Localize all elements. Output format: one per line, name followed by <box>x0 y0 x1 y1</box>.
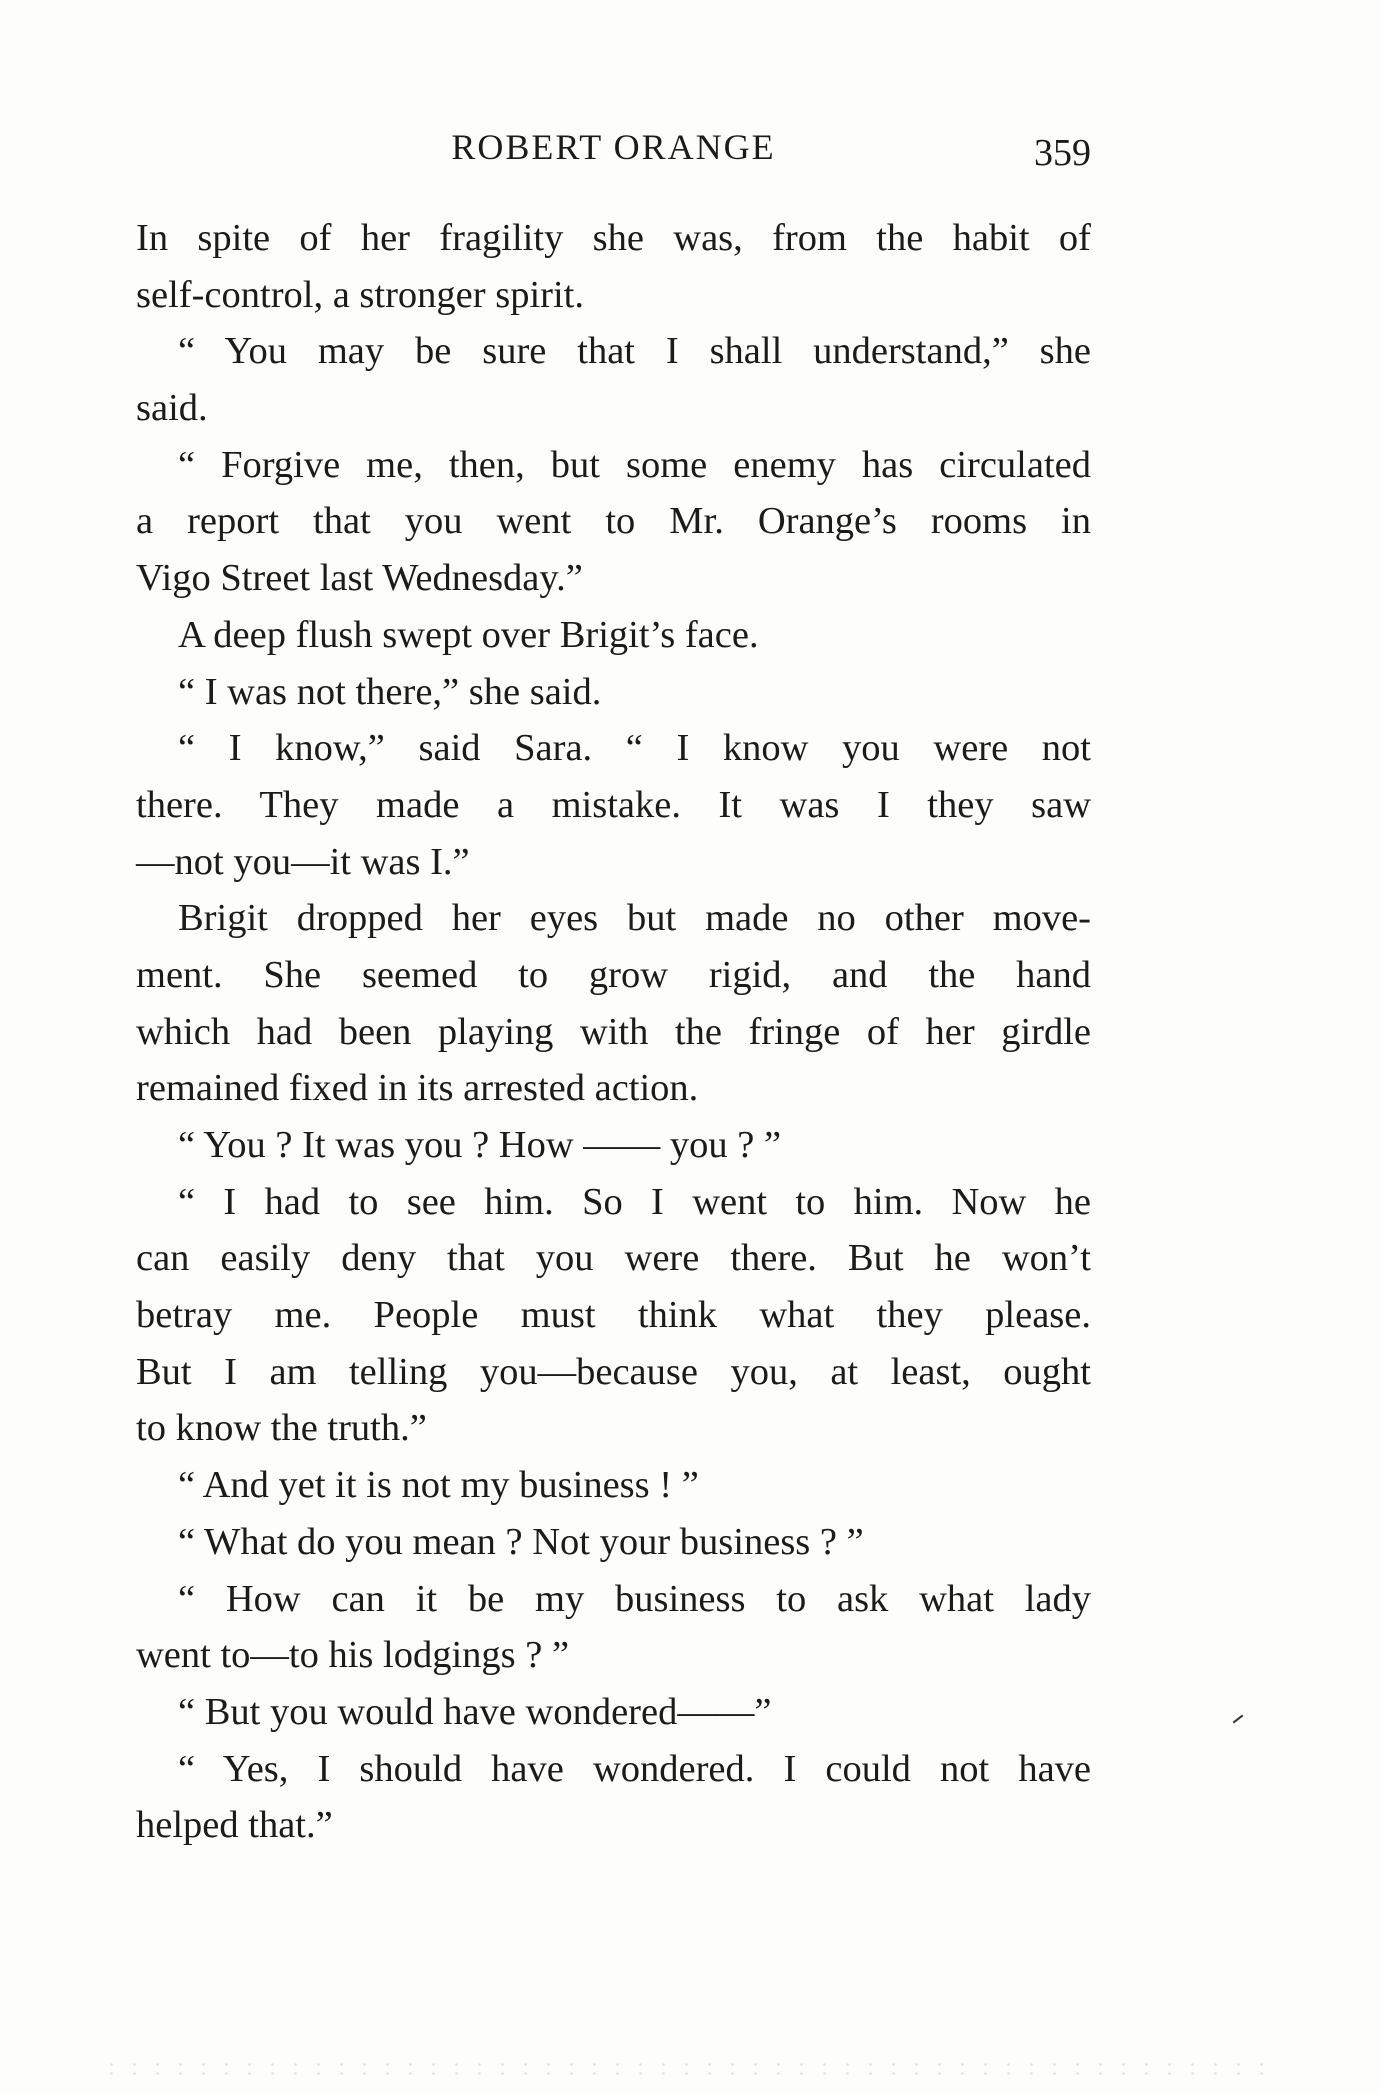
text-line: a report that you went to Mr. Orange’s rooms in <box>136 500 1091 543</box>
text-line: “ I was not there,” she said. <box>178 670 602 713</box>
text-line: remained fixed in its arrested action. <box>136 1067 699 1110</box>
text-line: Brigit dropped her eyes but made no other move- <box>178 897 1091 940</box>
text-line: which had been playing with the fringe of her girdle <box>136 1010 1091 1053</box>
text-line: “ What do you mean ? Not your business ? ” <box>178 1520 864 1563</box>
running-head <box>136 122 1091 172</box>
text-line: betray me. People must think what they please. <box>136 1294 1091 1337</box>
text-line: “ How can it be my business to ask what lady <box>178 1577 1091 1620</box>
running-title: ROBERT ORANGE <box>451 127 776 167</box>
text-line: “ You may be sure that I shall understand,” she <box>178 330 1091 373</box>
text-line: Vigo Street last Wednesday.” <box>136 557 583 600</box>
text-line: “ I had to see him. So I went to him. Now he <box>178 1180 1091 1223</box>
text-line: “ Forgive me, then, but some enemy has circulated <box>178 443 1091 486</box>
text-line: to know the truth.” <box>136 1407 427 1450</box>
text-line: “ You ? It was you ? How —— you ? ” <box>178 1124 782 1166</box>
text-line: “ But you would have wondered——” <box>178 1690 772 1733</box>
text-line: said. <box>136 387 208 430</box>
text-line: there. They made a mistake. It was I they saw <box>136 783 1091 826</box>
text-line: A deep flush swept over Brigit’s face. <box>178 613 759 656</box>
text-line: helped that.” <box>136 1804 333 1847</box>
text-line: went to—to his lodgings ? ” <box>136 1634 570 1677</box>
paper-speckle <box>100 2060 1280 2080</box>
text-line: “ And yet it is not my business ! ” <box>178 1464 699 1507</box>
text-line: But I am telling you—because you, at least, ought <box>136 1350 1091 1393</box>
text-line: ment. She seemed to grow rigid, and the hand <box>136 953 1091 996</box>
page-number: 359 <box>1034 132 1091 174</box>
text-line: “ I know,” said Sara. “ I know you were not <box>178 727 1091 770</box>
stray-pencil-mark <box>1233 1715 1244 1724</box>
text-line: “ Yes, I should have wondered. I could not have <box>178 1747 1091 1790</box>
body-text <box>136 210 1091 1854</box>
text-line: self-control, a stronger spirit. <box>136 273 584 316</box>
text-line: can easily deny that you were there. But he won’t <box>136 1237 1091 1280</box>
text-line: In spite of her fragility she was, from the habit of <box>136 217 1091 259</box>
text-line: —not you—it was I.” <box>136 840 470 883</box>
